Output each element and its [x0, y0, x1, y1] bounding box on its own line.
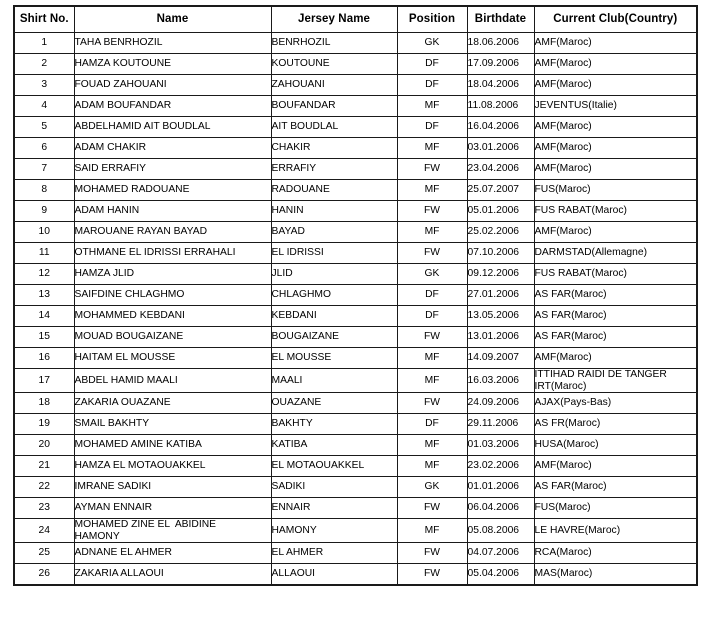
cell-club: FUS RABAT(Maroc): [534, 264, 697, 285]
cell-pos: FW: [397, 543, 467, 564]
cell-birth: 16.03.2006: [467, 369, 534, 393]
cell-jersey: ALLAOUI: [271, 564, 397, 586]
cell-birth: 25.07.2007: [467, 180, 534, 201]
cell-club: AMF(Maroc): [534, 456, 697, 477]
table-row: [14, 201, 697, 222]
cell-name: ZAKARIA OUAZANE: [74, 393, 271, 414]
cell-pos: FW: [397, 393, 467, 414]
cell-pos: GK: [397, 477, 467, 498]
cell-shirt: 7: [14, 159, 74, 180]
cell-club: LE HAVRE(Maroc): [534, 519, 697, 543]
cell-jersey: AIT BOUDLAL: [271, 117, 397, 138]
cell-club: FUS RABAT(Maroc): [534, 201, 697, 222]
cell-jersey: BAYAD: [271, 222, 397, 243]
cell-jersey: BAKHTY: [271, 414, 397, 435]
cell-club: AS FAR(Maroc): [534, 327, 697, 348]
cell-birth: 13.05.2006: [467, 306, 534, 327]
cell-club: AMF(Maroc): [534, 75, 697, 96]
cell-club: AMF(Maroc): [534, 117, 697, 138]
cell-shirt: 22: [14, 477, 74, 498]
cell-club: AMF(Maroc): [534, 33, 697, 54]
table-header: [14, 6, 697, 33]
cell-name: OTHMANE EL IDRISSI ERRAHALI: [74, 243, 271, 264]
cell-shirt: 14: [14, 306, 74, 327]
cell-shirt: 12: [14, 264, 74, 285]
cell-birth: 05.04.2006: [467, 564, 534, 586]
cell-pos: DF: [397, 117, 467, 138]
cell-pos: MF: [397, 180, 467, 201]
cell-birth: 18.04.2006: [467, 75, 534, 96]
cell-birth: 25.02.2006: [467, 222, 534, 243]
cell-name: HAMZA JLID: [74, 264, 271, 285]
cell-shirt: 19: [14, 414, 74, 435]
cell-club: AS FR(Maroc): [534, 414, 697, 435]
cell-shirt: 8: [14, 180, 74, 201]
cell-name: IMRANE SADIKI: [74, 477, 271, 498]
cell-club: AMF(Maroc): [534, 138, 697, 159]
cell-jersey: EL MOTAOUAKKEL: [271, 456, 397, 477]
cell-club: DARMSTAD(Allemagne): [534, 243, 697, 264]
cell-name: ADAM HANIN: [74, 201, 271, 222]
cell-name: ZAKARIA ALLAOUI: [74, 564, 271, 586]
table-row: [14, 264, 697, 285]
cell-name: ABDEL HAMID MAALI: [74, 369, 271, 393]
cell-pos: MF: [397, 138, 467, 159]
cell-line: IRT(Maroc): [534, 380, 587, 392]
cell-shirt: 9: [14, 201, 74, 222]
cell-name: ADNANE EL AHMER: [74, 543, 271, 564]
cell-pos: DF: [397, 306, 467, 327]
table-row: [14, 348, 697, 369]
cell-shirt: 24: [14, 519, 74, 543]
cell-club: FUS(Maroc): [534, 498, 697, 519]
cell-pos: GK: [397, 33, 467, 54]
cell-jersey: KATIBA: [271, 435, 397, 456]
cell-birth: 23.02.2006: [467, 456, 534, 477]
cell-pos: MF: [397, 435, 467, 456]
cell-name: MOHAMED AMINE KATIBA: [74, 435, 271, 456]
cell-pos: GK: [397, 264, 467, 285]
cell-jersey: JLID: [271, 264, 397, 285]
cell-birth: 05.01.2006: [467, 201, 534, 222]
cell-club: [534, 369, 697, 393]
cell-shirt: 4: [14, 96, 74, 117]
column-header-jersey: Jersey Name: [271, 6, 397, 33]
table-row: [14, 327, 697, 348]
cell-birth: 27.01.2006: [467, 285, 534, 306]
cell-jersey: BOUGAIZANE: [271, 327, 397, 348]
table-row: [14, 180, 697, 201]
table-row: [14, 477, 697, 498]
cell-shirt: 16: [14, 348, 74, 369]
column-header-shirt: Shirt No.: [14, 6, 74, 33]
cell-jersey: EL AHMER: [271, 543, 397, 564]
cell-name: ABDELHAMID AIT BOUDLAL: [74, 117, 271, 138]
cell-jersey: HAMONY: [271, 519, 397, 543]
cell-pos: DF: [397, 75, 467, 96]
cell-birth: 01.03.2006: [467, 435, 534, 456]
table-row: [14, 543, 697, 564]
cell-birth: 05.08.2006: [467, 519, 534, 543]
cell-pos: FW: [397, 243, 467, 264]
cell-name: HAITAM EL MOUSSE: [74, 348, 271, 369]
cell-jersey: CHLAGHMO: [271, 285, 397, 306]
table-row: [14, 138, 697, 159]
cell-birth: 16.04.2006: [467, 117, 534, 138]
cell-pos: MF: [397, 348, 467, 369]
cell-name: SAID ERRAFIY: [74, 159, 271, 180]
cell-birth: 14.09.2007: [467, 348, 534, 369]
cell-birth: 17.09.2006: [467, 54, 534, 75]
cell-club: AS FAR(Maroc): [534, 285, 697, 306]
cell-shirt: 13: [14, 285, 74, 306]
column-header-pos: Position: [397, 6, 467, 33]
cell-pos: MF: [397, 519, 467, 543]
cell-name: ADAM CHAKIR: [74, 138, 271, 159]
player-roster-container: [13, 5, 696, 614]
cell-birth: 11.08.2006: [467, 96, 534, 117]
cell-birth: 06.04.2006: [467, 498, 534, 519]
table-row: [14, 456, 697, 477]
cell-pos: MF: [397, 96, 467, 117]
table-row: [14, 393, 697, 414]
cell-birth: 13.01.2006: [467, 327, 534, 348]
cell-pos: DF: [397, 285, 467, 306]
cell-shirt: 3: [14, 75, 74, 96]
cell-shirt: 11: [14, 243, 74, 264]
table-row: [14, 75, 697, 96]
table-row: [14, 54, 697, 75]
cell-club: AMF(Maroc): [534, 222, 697, 243]
cell-birth: 09.12.2006: [467, 264, 534, 285]
cell-pos: MF: [397, 222, 467, 243]
table-row: [14, 285, 697, 306]
cell-shirt: 5: [14, 117, 74, 138]
cell-shirt: 25: [14, 543, 74, 564]
cell-jersey: CHAKIR: [271, 138, 397, 159]
cell-pos: FW: [397, 327, 467, 348]
cell-club: MAS(Maroc): [534, 564, 697, 586]
cell-jersey: MAALI: [271, 369, 397, 393]
cell-line: HAMONY: [74, 530, 120, 542]
cell-name: ADAM BOUFANDAR: [74, 96, 271, 117]
cell-birth: 24.09.2006: [467, 393, 534, 414]
table-row: [14, 306, 697, 327]
cell-shirt: 23: [14, 498, 74, 519]
cell-pos: DF: [397, 414, 467, 435]
cell-name: MOHAMMED KEBDANI: [74, 306, 271, 327]
cell-club: AJAX(Pays-Bas): [534, 393, 697, 414]
cell-club: AMF(Maroc): [534, 159, 697, 180]
cell-shirt: 26: [14, 564, 74, 586]
cell-jersey: RADOUANE: [271, 180, 397, 201]
cell-jersey: ERRAFIY: [271, 159, 397, 180]
cell-name: MAROUANE RAYAN BAYAD: [74, 222, 271, 243]
table-row: [14, 564, 697, 586]
cell-name: HAMZA KOUTOUNE: [74, 54, 271, 75]
cell-club: AS FAR(Maroc): [534, 306, 697, 327]
cell-name: SMAIL BAKHTY: [74, 414, 271, 435]
cell-club: HUSA(Maroc): [534, 435, 697, 456]
table-row: [14, 519, 697, 543]
cell-birth: 29.11.2006: [467, 414, 534, 435]
cell-shirt: 17: [14, 369, 74, 393]
table-header-row: [14, 6, 697, 33]
cell-club: AMF(Maroc): [534, 54, 697, 75]
cell-jersey: BOUFANDAR: [271, 96, 397, 117]
cell-pos: FW: [397, 498, 467, 519]
cell-birth: 03.01.2006: [467, 138, 534, 159]
cell-pos: MF: [397, 369, 467, 393]
cell-shirt: 6: [14, 138, 74, 159]
table-row: [14, 369, 697, 393]
cell-name: [74, 519, 271, 543]
table-row: [14, 435, 697, 456]
cell-club: JEVENTUS(Italie): [534, 96, 697, 117]
cell-jersey: EL IDRISSI: [271, 243, 397, 264]
cell-name: MOUAD BOUGAIZANE: [74, 327, 271, 348]
cell-birth: 23.04.2006: [467, 159, 534, 180]
cell-jersey: KOUTOUNE: [271, 54, 397, 75]
cell-jersey: SADIKI: [271, 477, 397, 498]
cell-jersey: ZAHOUANI: [271, 75, 397, 96]
cell-pos: FW: [397, 159, 467, 180]
cell-shirt: 10: [14, 222, 74, 243]
player-roster-table: [13, 5, 698, 586]
table-row: [14, 159, 697, 180]
cell-pos: DF: [397, 54, 467, 75]
cell-club: AMF(Maroc): [534, 348, 697, 369]
cell-name: TAHA BENRHOZIL: [74, 33, 271, 54]
column-header-birth: Birthdate: [467, 6, 534, 33]
table-body: [14, 33, 697, 586]
cell-club: AS FAR(Maroc): [534, 477, 697, 498]
cell-jersey: OUAZANE: [271, 393, 397, 414]
cell-jersey: ENNAIR: [271, 498, 397, 519]
cell-name: HAMZA EL MOTAOUAKKEL: [74, 456, 271, 477]
cell-name: MOHAMED RADOUANE: [74, 180, 271, 201]
cell-jersey: EL MOUSSE: [271, 348, 397, 369]
cell-jersey: HANIN: [271, 201, 397, 222]
cell-pos: MF: [397, 456, 467, 477]
table-row: [14, 117, 697, 138]
table-row: [14, 243, 697, 264]
cell-name: SAIFDINE CHLAGHMO: [74, 285, 271, 306]
cell-shirt: 2: [14, 54, 74, 75]
cell-birth: 07.10.2006: [467, 243, 534, 264]
cell-shirt: 18: [14, 393, 74, 414]
cell-name: FOUAD ZAHOUANI: [74, 75, 271, 96]
cell-shirt: 15: [14, 327, 74, 348]
cell-club: FUS(Maroc): [534, 180, 697, 201]
cell-line: ITTIHAD RAIDI DE TANGER: [534, 369, 667, 380]
cell-pos: FW: [397, 564, 467, 586]
table-row: [14, 222, 697, 243]
cell-shirt: 21: [14, 456, 74, 477]
table-row: [14, 96, 697, 117]
cell-shirt: 1: [14, 33, 74, 54]
table-row: [14, 33, 697, 54]
column-header-name: Name: [74, 6, 271, 33]
cell-jersey: KEBDANI: [271, 306, 397, 327]
cell-birth: 18.06.2006: [467, 33, 534, 54]
cell-shirt: 20: [14, 435, 74, 456]
cell-club: RCA(Maroc): [534, 543, 697, 564]
cell-line: MOHAMED ZINE EL ABIDINE: [74, 519, 217, 530]
cell-birth: 04.07.2006: [467, 543, 534, 564]
cell-birth: 01.01.2006: [467, 477, 534, 498]
cell-name: AYMAN ENNAIR: [74, 498, 271, 519]
table-row: [14, 498, 697, 519]
cell-jersey: BENRHOZIL: [271, 33, 397, 54]
cell-pos: FW: [397, 201, 467, 222]
table-row: [14, 414, 697, 435]
column-header-club: Current Club(Country): [534, 6, 697, 33]
